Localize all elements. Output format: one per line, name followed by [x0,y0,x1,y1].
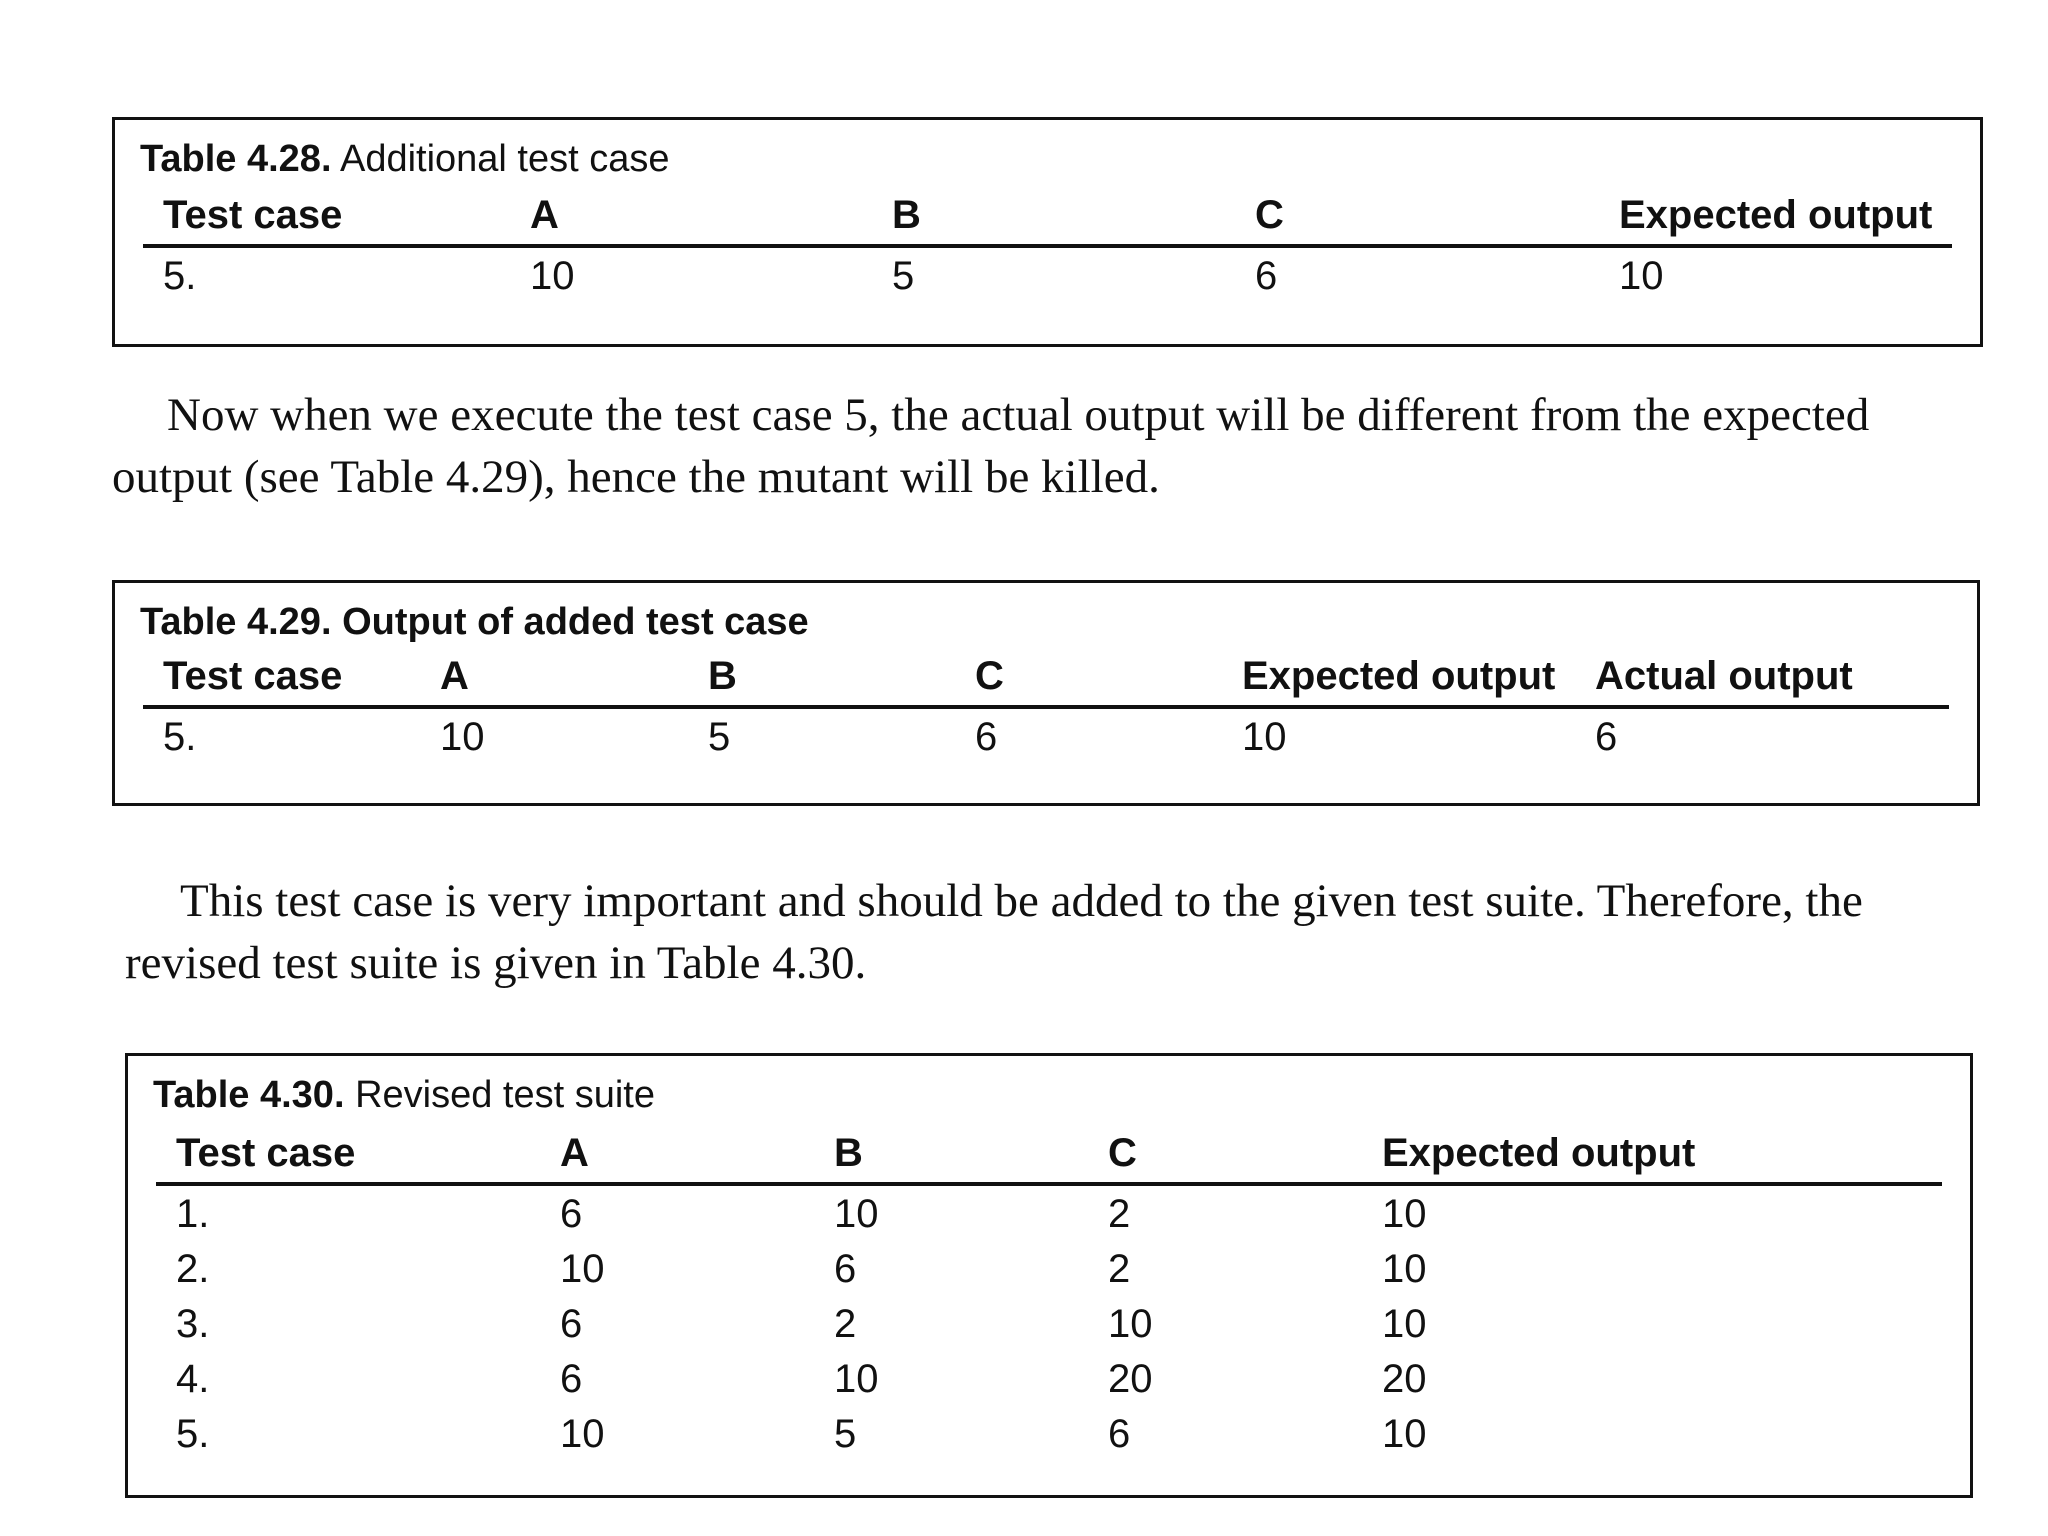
body-paragraph [112,384,1972,508]
header-test-case: Test case [163,654,343,698]
table-row [156,1351,1942,1406]
table-row [156,1296,1942,1351]
cell-b: 10 [834,1192,879,1236]
cell-test-case: 5. [163,715,197,759]
table-caption-text: Revised test suite [344,1074,655,1116]
cell-b: 5 [892,254,915,298]
cell-expected-output: 10 [1382,1192,1427,1236]
table-caption [140,140,670,178]
header-c: C [1255,193,1284,237]
table-row [143,709,1949,764]
header-test-case: Test case [176,1131,356,1175]
header-b: B [834,1131,863,1175]
table-header-row [156,1124,1942,1186]
cell-c: 20 [1108,1357,1153,1401]
cell-b: 5 [708,715,731,759]
table-row [143,248,1952,303]
table-header-row [143,186,1952,248]
table-caption [140,603,809,641]
table-4-29 [112,580,1980,806]
cell-test-case: 5. [176,1412,210,1456]
cell-expected-output: 20 [1382,1357,1427,1401]
cell-c: 6 [1255,254,1278,298]
header-b: B [892,193,921,237]
header-a: A [560,1131,589,1175]
table-header-row [143,647,1949,709]
header-c: C [975,654,1004,698]
header-actual-output: Actual output [1595,654,1853,698]
header-test-case: Test case [163,193,343,237]
header-b: B [708,654,737,698]
paragraph-line: output (see Table 4.29), hence the mutant will be killed. [112,451,1160,503]
cell-c: 10 [1108,1302,1153,1346]
paragraph-line: revised test suite is given in Table 4.30. [125,937,867,989]
cell-a: 10 [560,1412,605,1456]
cell-b: 10 [834,1357,879,1401]
table-caption-text: Additional test case [331,138,670,180]
cell-test-case: 3. [176,1302,210,1346]
cell-expected-output: 10 [1382,1302,1427,1346]
cell-c: 6 [1108,1412,1131,1456]
table-caption-label: Table 4.28. [140,138,332,180]
table-grid [143,647,1949,764]
body-paragraph [125,870,1970,994]
cell-a: 6 [560,1357,583,1401]
cell-a: 6 [560,1192,583,1236]
cell-c: 2 [1108,1192,1131,1236]
table-grid [156,1124,1942,1461]
cell-expected-output: 10 [1382,1412,1427,1456]
header-a: A [440,654,469,698]
cell-test-case: 5. [163,254,197,298]
cell-expected-output: 10 [1382,1247,1427,1291]
cell-actual-output: 6 [1595,715,1618,759]
table-4-28 [112,117,1983,347]
cell-test-case: 4. [176,1357,210,1401]
header-expected-output: Expected output [1242,654,1556,698]
header-c: C [1108,1131,1137,1175]
cell-a: 6 [560,1302,583,1346]
table-caption-label: Table 4.30. [153,1074,345,1116]
cell-a: 10 [560,1247,605,1291]
table-row [156,1241,1942,1296]
cell-b: 2 [834,1302,857,1346]
cell-expected-output: 10 [1242,715,1287,759]
cell-b: 5 [834,1412,857,1456]
header-expected-output: Expected output [1382,1131,1696,1175]
cell-b: 6 [834,1247,857,1291]
table-4-30 [125,1053,1973,1498]
cell-a: 10 [530,254,575,298]
cell-c: 2 [1108,1247,1131,1291]
header-expected-output: Expected output [1619,193,1933,237]
cell-expected-output: 10 [1619,254,1664,298]
cell-c: 6 [975,715,998,759]
table-row [156,1186,1942,1241]
cell-test-case: 1. [176,1192,210,1236]
table-caption-label: Table 4.29. [140,601,332,643]
table-grid [143,186,1952,303]
paragraph-line: This test case is very important and should be added to the given test suite. Therefore, the [180,875,1863,927]
cell-a: 10 [440,715,485,759]
cell-test-case: 2. [176,1247,210,1291]
table-caption-text: Output of added test case [331,601,809,643]
table-caption [153,1076,655,1114]
table-row [156,1406,1942,1461]
paragraph-line: Now when we execute the test case 5, the actual output will be different from the expected [167,389,1870,441]
header-a: A [530,193,559,237]
